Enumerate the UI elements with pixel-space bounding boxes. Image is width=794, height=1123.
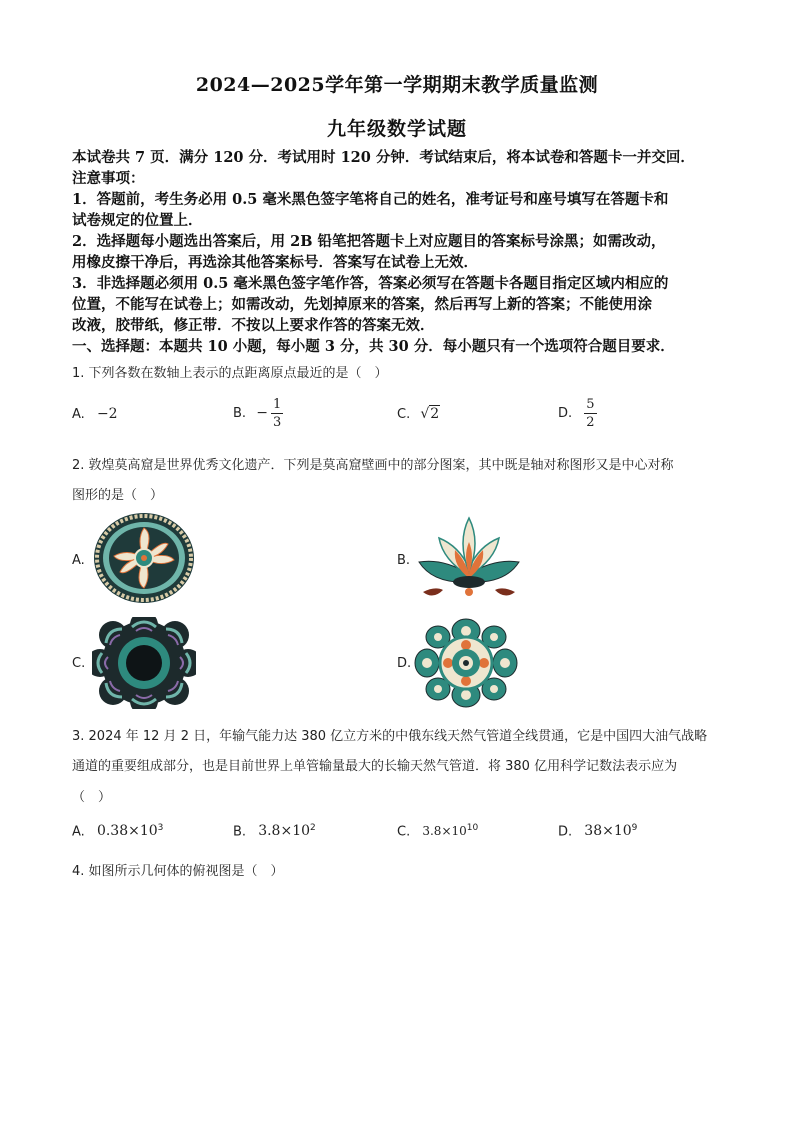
q2-option-b-pattern [413, 512, 525, 608]
note-1-line-2: 试卷规定的位置上． [72, 212, 203, 229]
q1-option-d-denominator: 2 [586, 415, 595, 430]
q1-option-c-label: C. [397, 407, 411, 422]
exam-title: 2024—2025学年第一学期期末教学质量监测 [195, 74, 599, 96]
q1-option-b [233, 396, 283, 431]
q2-option-d-pattern [413, 617, 519, 713]
q3-option-c-exponent: 10 [466, 823, 479, 833]
q3-option-a [72, 823, 163, 839]
question-3-stem-line-1: 3. 2024 年 12 月 2 日，年输气能力达 380 亿立方米的中俄东线天然气管道全线贯通，它是中国四大油气战略 [72, 729, 708, 744]
q1-option-d [558, 396, 597, 431]
q2-option-a-label: A. [72, 553, 85, 568]
q1-option-c-sqrt: √2 [420, 406, 440, 422]
q3-option-a-label: A. [72, 824, 85, 840]
q2-option-c-label: C. [72, 656, 86, 671]
q3-option-b-base: 3.8×10 [258, 823, 311, 840]
q3-option-b [233, 823, 316, 839]
q1-option-b-denominator: 3 [272, 415, 282, 430]
note-1-line-1: 1．答题前，考生务必用 0.5 毫米黑色签字笔将自己的姓名，准考证号和座号填写在答题卡和 [72, 191, 669, 208]
notes-intro: 本试卷共 7 页．满分 120 分．考试用时 120 分钟．考试结束后，将本试卷和答题卡一并交回． [72, 149, 695, 166]
q3-option-b-exponent: 2 [310, 823, 316, 833]
q1-option-d-label: D. [558, 406, 573, 421]
q3-option-c-base: 3.8×10 [422, 824, 467, 839]
section-heading: 一、选择题：本题共 10 小题，每小题 3 分，共 30 分．每小题只有一个选项符合题目要求． [72, 338, 675, 355]
q1-option-a [72, 406, 118, 422]
note-3-line-3: 改液，胶带纸，修正带．不按以上要求作答的答案无效． [72, 317, 435, 334]
question-3-stem-line-3: （ ） [72, 790, 112, 805]
question-2-stem-line-1: 2. 敦煌莫高窟是世界优秀文化遗产．下列是莫高窟壁画中的部分图案，其中既是轴对称图形又是中心对称 [72, 458, 674, 473]
exam-subtitle: 九年级数学试题 [326, 118, 467, 140]
q1-option-d-fraction [584, 396, 596, 431]
note-3-line-2: 位置，不能写在试卷上；如需改动，先划掉原来的答案，然后再写上新的答案；不能使用涂 [72, 296, 652, 313]
q1-option-b-sign: − [256, 405, 268, 421]
q2-option-d-label: D. [397, 656, 412, 671]
q3-option-c-label: C. [397, 824, 411, 840]
q1-option-b-fraction [271, 396, 283, 431]
q2-option-c-pattern [92, 617, 196, 713]
note-2-line-1: 2．选择题每小题选出答案后，用 2B 铅笔把答题卡上对应题目的答案标号涂黑；如需改动， [72, 233, 666, 250]
question-1-stem: 1. 下列各数在数轴上表示的点距离原点最近的是（ ） [72, 366, 388, 381]
q3-option-d-base: 38×10 [584, 823, 632, 840]
q3-option-a-exponent: 3 [157, 823, 164, 833]
note-3-line-1: 3．非选择题必须用 0.5 毫米黑色签字笔作答，答案必须写在答题卡各题目指定区域内相应的 [72, 275, 669, 292]
q1-option-a-label: A. [72, 407, 85, 422]
q3-option-d-exponent: 9 [631, 823, 638, 833]
q3-option-c [397, 823, 478, 839]
q3-option-d-label: D. [558, 824, 573, 840]
q1-option-d-numerator: 5 [586, 397, 595, 412]
q3-option-b-label: B. [233, 824, 247, 840]
q2-option-b-label: B. [397, 553, 411, 568]
notes-label: 注意事项： [72, 170, 145, 187]
q1-option-c [397, 406, 440, 422]
q1-option-c-radicand: 2 [430, 406, 440, 422]
note-2-line-2: 用橡皮擦干净后，再选涂其他答案标号．答案写在试卷上无效． [72, 254, 478, 271]
q1-option-a-value: −2 [96, 406, 118, 422]
question-3-stem-line-2: 通道的重要组成部分，也是目前世界上单管输量最大的长输天然气管道．将 380 亿用科学记数法表示应为 [72, 759, 678, 774]
q1-option-b-label: B. [233, 406, 247, 421]
question-2-stem-line-2: 图形的是（ ） [72, 488, 164, 503]
q1-option-b-numerator: 1 [272, 397, 282, 412]
q3-option-d [558, 823, 637, 839]
question-4-stem: 4. 如图所示几何体的俯视图是（ ） [72, 864, 284, 879]
q3-option-a-base: 0.38×10 [96, 823, 158, 840]
q2-option-a-pattern [92, 512, 196, 608]
